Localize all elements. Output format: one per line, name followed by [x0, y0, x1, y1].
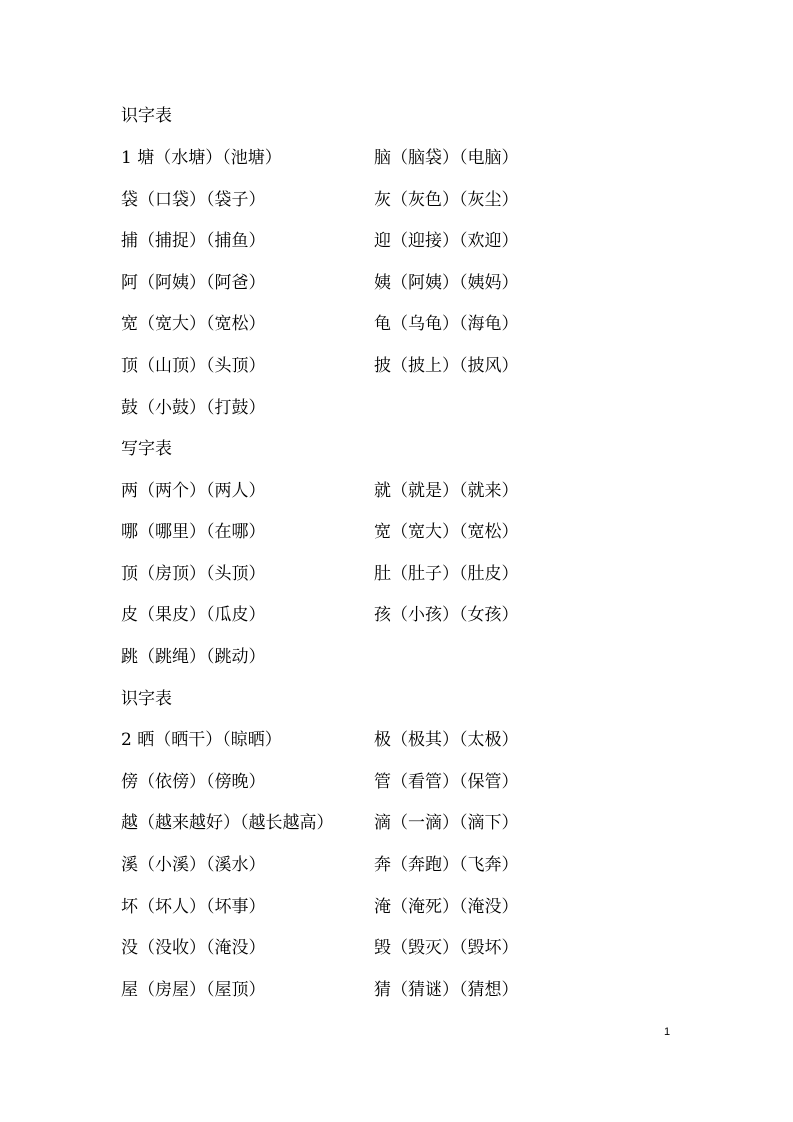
- vocab-entry-right: 奔（奔跑）（飞奔）: [374, 855, 519, 875]
- section-heading-text: 写字表: [121, 439, 172, 459]
- vocab-entry-right: 灰（灰色）（灰尘）: [374, 190, 519, 210]
- vocab-entry-left: 袋（口袋）（袋子）: [121, 190, 266, 210]
- vocab-entry-left: 坏（坏人）（坏事）: [121, 897, 266, 917]
- section-heading-text: 识字表: [121, 106, 172, 126]
- vocab-entry-right: 滴（一滴）（滴下）: [374, 813, 519, 833]
- page-number: 1: [664, 1026, 671, 1038]
- vocab-entry-left: 捕（捕捉）（捕鱼）: [121, 231, 266, 251]
- vocab-entry-left: 两（两个）（两人）: [121, 481, 266, 501]
- vocab-entry-left: 宽（宽大）（宽松）: [121, 314, 266, 334]
- vocab-entry-left: 皮（果皮）（瓜皮）: [121, 605, 266, 625]
- vocab-entry-left: 顶（房顶）（头顶）: [121, 564, 266, 584]
- vocab-entry-right: 管（看管）（保管）: [374, 772, 519, 792]
- vocab-entry-right: 宽（宽大）（宽松）: [374, 522, 519, 542]
- vocab-entry-left: 鼓（小鼓）（打鼓）: [121, 398, 266, 418]
- vocab-entry-left: 越（越来越好）（越长越高）: [121, 813, 334, 833]
- vocab-entry-right: 就（就是）（就来）: [374, 481, 519, 501]
- vocab-entry-left: 1 塘（水塘）（池塘）: [121, 148, 282, 168]
- vocab-entry-left: 屋（房屋）（屋顶）: [121, 980, 266, 1000]
- vocab-entry-right: 迎（迎接）（欢迎）: [374, 231, 519, 251]
- vocab-entry-left: 溪（小溪）（溪水）: [121, 855, 266, 875]
- vocab-entry-left: 跳（跳绳）（跳动）: [121, 647, 266, 667]
- vocab-entry-right: 披（披上）（披风）: [374, 356, 519, 376]
- vocab-entry-right: 毁（毁灭）（毁坏）: [374, 938, 519, 958]
- vocab-entry-left: 2 晒（晒干）（晾晒）: [121, 730, 282, 750]
- vocab-entry-right: 淹（淹死）（淹没）: [374, 897, 519, 917]
- vocab-entry-left: 傍（依傍）（傍晚）: [121, 772, 266, 792]
- vocab-entry-right: 姨（阿姨）（姨妈）: [374, 273, 519, 293]
- vocab-entry-left: 没（没收）（淹没）: [121, 938, 266, 958]
- vocab-entry-left: 顶（山顶）（头顶）: [121, 356, 266, 376]
- section-heading-text: 识字表: [121, 689, 172, 709]
- vocab-entry-left: 哪（哪里）（在哪）: [121, 522, 266, 542]
- vocab-entry-right: 脑（脑袋）（电脑）: [374, 148, 519, 168]
- vocab-entry-right: 极（极其）（太极）: [374, 730, 519, 750]
- vocab-entry-right: 肚（肚子）（肚皮）: [374, 564, 519, 584]
- vocab-entry-right: 孩（小孩）（女孩）: [374, 605, 519, 625]
- vocab-entry-left: 阿（阿姨）（阿爸）: [121, 273, 266, 293]
- vocab-entry-right: 猜（猜谜）（猜想）: [374, 980, 519, 1000]
- vocab-entry-right: 龟（乌龟）（海龟）: [374, 314, 519, 334]
